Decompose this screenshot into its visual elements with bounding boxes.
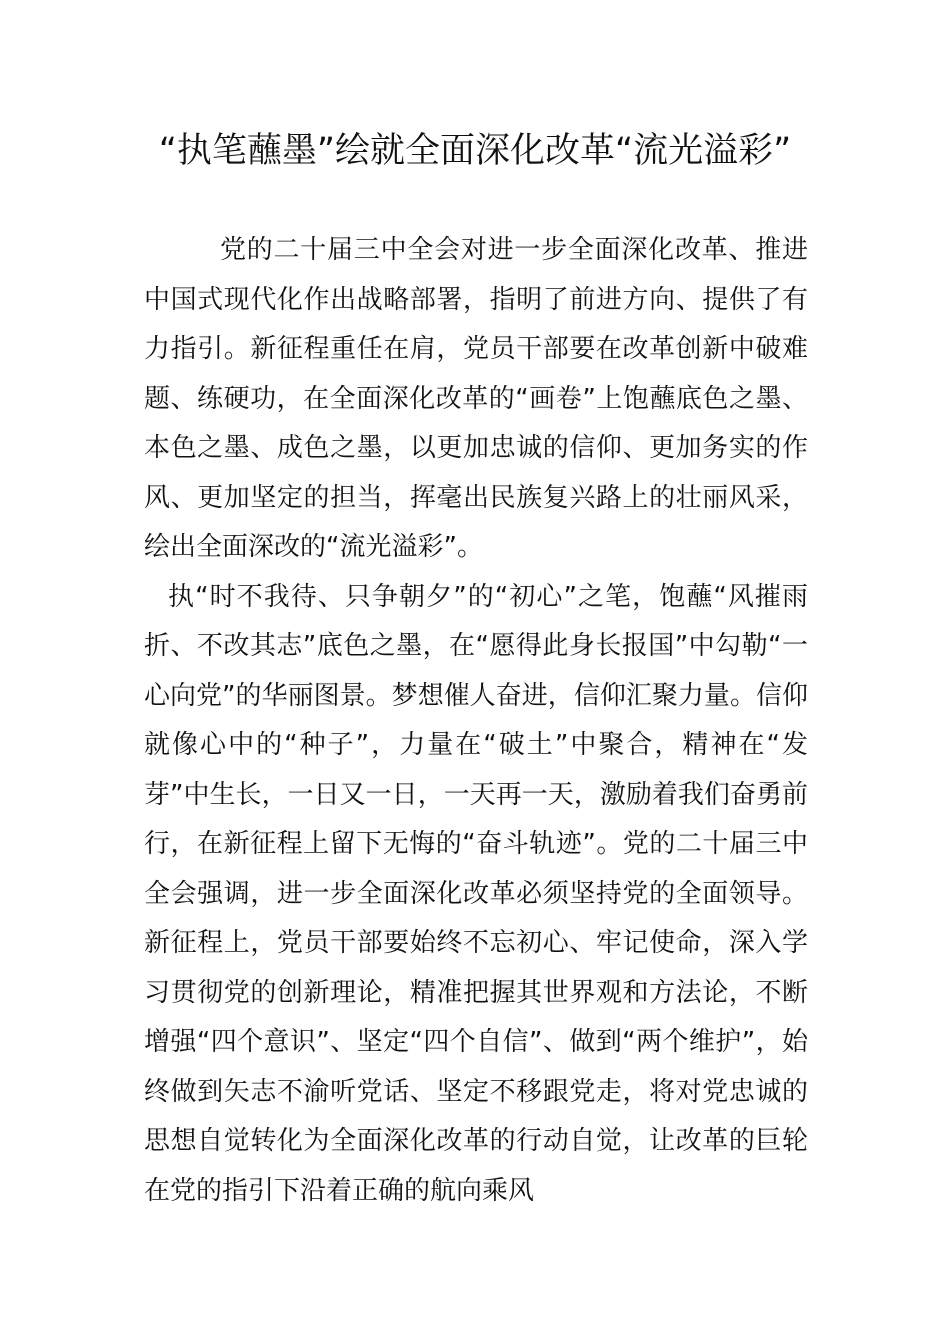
paragraph-2: 执“时不我待、只争朝夕”的“初心”之笔，饱蘸“风摧雨折、不改其志”底色之墨，在“愿得此身长报国”中勾勒“一心向党”的华丽图景。梦想催人奋进，信仰汇聚力量。信仰就像心中的“种子”，力量在“破土”中聚合，精神在“发芽”中生长，一日又一日，一天再一天，激励着我们奋勇前行，在新征程上留下无悔的“奋斗轨迹”。党的二十届三中全会强调，进一步全面深化改革必须坚持党的全面领导。新征程上，党员干部要始终不忘初心、牢记使命，深入学习贯彻党的创新理论，精准把握其世界观和方法论，不断增强“四个意识”、坚定“四个自信”、做到“两个维护”，始终做到矢志不渝听党话、坚定不移跟党走，将对党忠诚的思想自觉转化为全面深化改革的行动自觉，让改革的巨轮在党的指引下沿着正确的航向乘风 (144, 581, 808, 1206)
document-body (144, 226, 808, 1216)
document-title: “执笔蘸墨”绘就全面深化改革“流光溢彩” (158, 131, 792, 171)
paragraph-1: 党的二十届三中全会对进一步全面深化改革、推进中国式现代化作出战略部署，指明了前进方向、提供了有力指引。新征程重任在肩，党员干部要在改革创新中破难题、练硬功，在全面深化改革的“画卷”上饱蘸底色之墨、本色之墨、成色之墨，以更加忠诚的信仰、更加务实的作风、更加坚定的担当，挥毫出民族复兴路上的壮丽风采，绘出全面深改的“流光溢彩”。 (144, 235, 808, 562)
